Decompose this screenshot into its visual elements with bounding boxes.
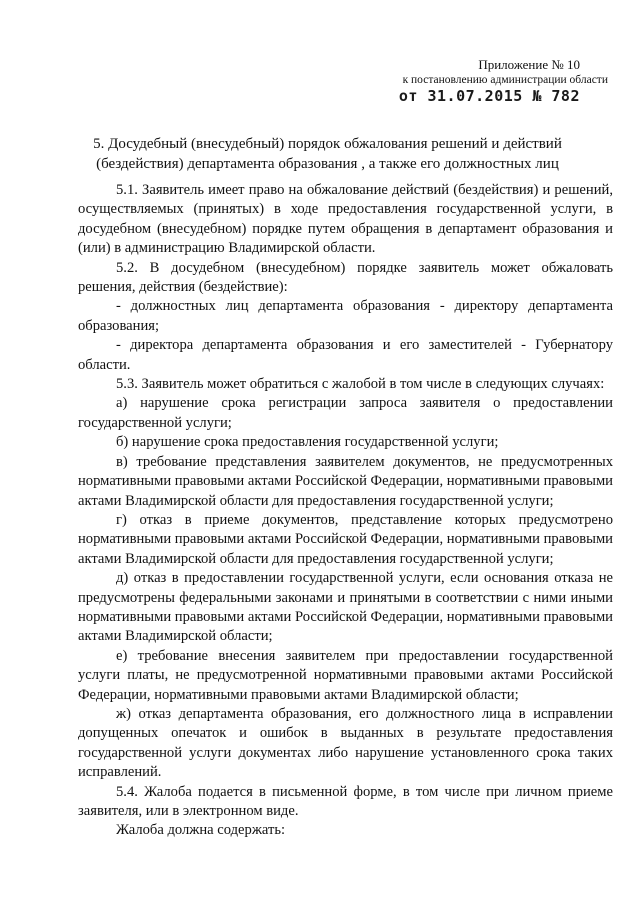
appendix-date-stamp: от 31.07.2015 № 782 [398,87,580,105]
case-g: г) отказ в приеме документов, представление которых предусмотрено нормативными правовыми актами Российской Федерации, нормативными правовыми актами Владимирской области для предоставления государственной услуги; [78,511,613,567]
case-zh: ж) отказ департамента образования, его должностного лица в исправлении допущенных опечаток и ошибок в выданных в результате предоставления государственной услуги документах либо нарушение установленного срока таких исправлений. [78,705,613,781]
section-title-line-2: (бездействия) департамента образования , а также его должностных лиц [96,156,559,172]
case-d: д) отказ в предоставлении государственной услуги, если основания отказа не предусмотрены федеральными законами и принятыми в соответствии с ними иными нормативными правовыми актами Российской Федерации, нормативными правовыми актами Владимирской области; [78,570,613,645]
list-item-director: - директора департамента образования и его заместителей - Губернатору области. [78,337,613,373]
appendix-subtitle: к постановлению администрации области [402,74,608,86]
paragraph-5-3: 5.3. Заявитель может обратиться с жалобой в том числе в следующих случаях: [116,376,605,393]
complaint-contents-intro: Жалоба должна содержать: [116,822,286,839]
appendix-title: Приложение № 10 [478,57,580,72]
paragraph-5-2: 5.2. В досудебном (внесудебном) порядке заявитель может обжаловать решения, действия (бездействие): [78,259,613,296]
case-v: в) требование представления заявителем документов, не предусмотренных нормативными правовыми актами Российской Федерации, нормативными правовыми актами Владимирской области для предоставления государственной услуги; [78,453,613,509]
case-e: е) требование внесения заявителем при предоставлении государственной услуги платы, не предусмотренной нормативными правовыми актами Российской Федерации, нормативными правовыми актами Владимирской области; [78,647,613,703]
section-title [40,134,615,174]
section-title-line-1: 5. Досудебный (внесудебный) порядок обжалования решений и действий [93,136,562,152]
paragraph-5-1: 5.1. Заявитель имеет право на обжалование действий (бездействия) и решений, осуществляемых (принятых) в ходе предоставления государственной услуги, в досудебном (внесудебном) порядке путем обращения в департамент образования и (или) в администрацию Владимирской области. [78,182,613,257]
case-b: б) нарушение срока предоставления государственной услуги; [116,434,499,451]
document-body [78,181,613,841]
case-a: а) нарушение срока регистрации запроса заявителя о предоставлении государственной услуги; [78,395,613,431]
paragraph-5-4: 5.4. Жалоба подается в письменной форме, в том числе при личном приеме заявителя, или в электронном виде. [78,783,613,819]
list-item-officials: - должностных лиц департамента образования - директору департамента образования; [78,298,613,334]
